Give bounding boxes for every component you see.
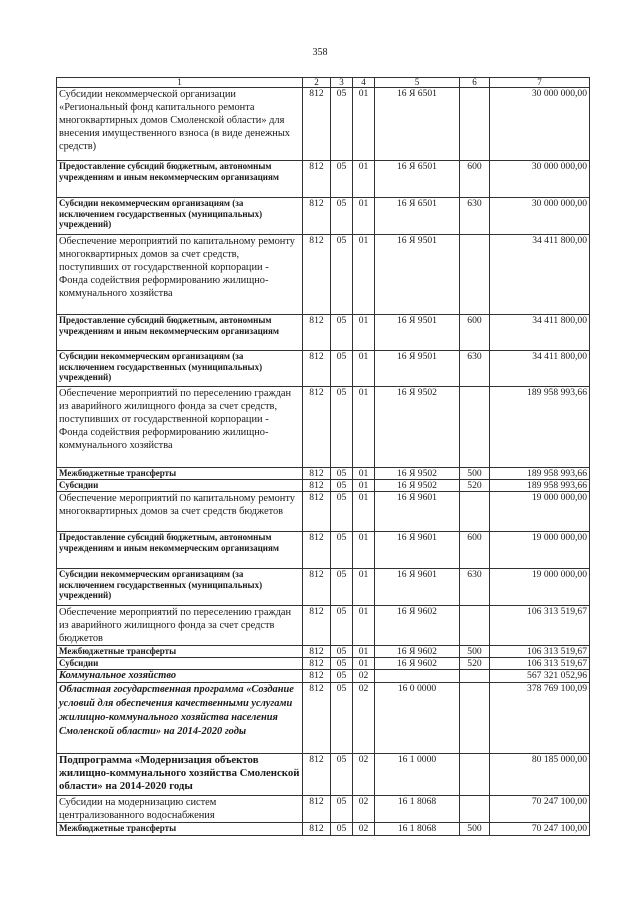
amount: 19 000 000,00 xyxy=(490,532,590,569)
target-article-code: 16 Я 9601 xyxy=(375,532,460,569)
amount: 19 000 000,00 xyxy=(490,569,590,606)
section-code: 05 xyxy=(331,235,353,315)
expense-type-code xyxy=(460,796,490,823)
table-row xyxy=(57,235,590,315)
subsection-code: 01 xyxy=(353,606,375,646)
amount: 34 411 800,00 xyxy=(490,351,590,387)
row-name: Субсидии xyxy=(57,658,303,670)
column-header: 5 xyxy=(375,78,460,88)
column-header: 1 xyxy=(57,78,303,88)
expense-type-code: 630 xyxy=(460,569,490,606)
expense-type-code: 520 xyxy=(460,480,490,492)
row-name: Межбюджетные трансферты xyxy=(57,468,303,480)
section-code: 05 xyxy=(331,480,353,492)
table-row xyxy=(57,569,590,606)
amount: 30 000 000,00 xyxy=(490,198,590,235)
amount: 30 000 000,00 xyxy=(490,161,590,198)
target-article-code: 16 Я 6501 xyxy=(375,198,460,235)
amount: 106 313 519,67 xyxy=(490,646,590,658)
table-row xyxy=(57,468,590,480)
expense-type-code: 630 xyxy=(460,351,490,387)
table-row xyxy=(57,351,590,387)
target-article-code: 16 0 0000 xyxy=(375,683,460,754)
subsection-code: 01 xyxy=(353,387,375,468)
target-article-code: 16 1 8068 xyxy=(375,796,460,823)
subsection-code: 01 xyxy=(353,569,375,606)
target-article-code: 16 Я 9602 xyxy=(375,606,460,646)
subsection-code: 01 xyxy=(353,351,375,387)
target-article-code: 16 Я 9502 xyxy=(375,468,460,480)
expense-type-code: 500 xyxy=(460,468,490,480)
expense-type-code xyxy=(460,606,490,646)
ministry-code: 812 xyxy=(303,796,331,823)
expense-type-code: 600 xyxy=(460,532,490,569)
target-article-code: 16 Я 9501 xyxy=(375,351,460,387)
amount: 106 313 519,67 xyxy=(490,658,590,670)
ministry-code: 812 xyxy=(303,198,331,235)
ministry-code: 812 xyxy=(303,658,331,670)
row-name: Обеспечение мероприятий по капитальному ремонту многоквартирных домов за счет средств бюджетов xyxy=(57,492,303,532)
subsection-code: 01 xyxy=(353,532,375,569)
expense-type-code xyxy=(460,683,490,754)
section-code: 05 xyxy=(331,315,353,351)
row-name: Субсидии некоммерческим организациям (за исключением государственных (муниципальных) учреждений) xyxy=(57,198,303,235)
row-name: Субсидии некоммерческим организациям (за исключением государственных (муниципальных) учреждений) xyxy=(57,569,303,606)
table-row xyxy=(57,670,590,683)
section-code: 05 xyxy=(331,492,353,532)
section-code: 05 xyxy=(331,88,353,161)
expense-type-code xyxy=(460,235,490,315)
row-name: Коммунальное хозяйство xyxy=(57,670,303,683)
amount: 19 000 000,00 xyxy=(490,492,590,532)
section-code: 05 xyxy=(331,683,353,754)
expense-type-code: 630 xyxy=(460,198,490,235)
section-code: 05 xyxy=(331,754,353,796)
column-header: 2 xyxy=(303,78,331,88)
ministry-code: 812 xyxy=(303,754,331,796)
table-row xyxy=(57,796,590,823)
expense-type-code xyxy=(460,492,490,532)
ministry-code: 812 xyxy=(303,823,331,836)
amount: 34 411 800,00 xyxy=(490,235,590,315)
expense-type-code xyxy=(460,670,490,683)
amount: 34 411 800,00 xyxy=(490,315,590,351)
row-name: Субсидии на модернизацию систем централизованного водоснабжения xyxy=(57,796,303,823)
ministry-code: 812 xyxy=(303,683,331,754)
ministry-code: 812 xyxy=(303,492,331,532)
target-article-code: 16 Я 9602 xyxy=(375,658,460,670)
section-code: 05 xyxy=(331,670,353,683)
row-name: Предоставление субсидий бюджетным, автономным учреждениям и иным некоммерческим организациям xyxy=(57,161,303,198)
section-code: 05 xyxy=(331,532,353,569)
table-row xyxy=(57,658,590,670)
row-name: Субсидии некоммерческой организации «Региональный фонд капитального ремонта многоквартирных домов Смоленской области» для внесения имущественного взноса (в виде денежных средств) xyxy=(57,88,303,161)
expense-type-code xyxy=(460,88,490,161)
expense-type-code: 600 xyxy=(460,315,490,351)
amount: 80 185 000,00 xyxy=(490,754,590,796)
amount: 189 958 993,66 xyxy=(490,387,590,468)
table-row xyxy=(57,315,590,351)
subsection-code: 02 xyxy=(353,823,375,836)
ministry-code: 812 xyxy=(303,480,331,492)
subsection-code: 01 xyxy=(353,315,375,351)
ministry-code: 812 xyxy=(303,670,331,683)
section-code: 05 xyxy=(331,658,353,670)
ministry-code: 812 xyxy=(303,161,331,198)
amount: 106 313 519,67 xyxy=(490,606,590,646)
subsection-code: 01 xyxy=(353,88,375,161)
column-header: 6 xyxy=(460,78,490,88)
subsection-code: 01 xyxy=(353,480,375,492)
expense-type-code: 500 xyxy=(460,646,490,658)
target-article-code: 16 1 0000 xyxy=(375,754,460,796)
subsection-code: 02 xyxy=(353,796,375,823)
ministry-code: 812 xyxy=(303,351,331,387)
row-name: Обеспечение мероприятий по переселению граждан из аварийного жилищного фонда за счет средств, поступивших от государственной корпорации - Фонда содействия реформированию жилищно-коммунального хозяйства xyxy=(57,387,303,468)
target-article-code: 16 Я 9601 xyxy=(375,569,460,606)
target-article-code: 16 1 8068 xyxy=(375,823,460,836)
subsection-code: 01 xyxy=(353,468,375,480)
target-article-code: 16 Я 6501 xyxy=(375,161,460,198)
ministry-code: 812 xyxy=(303,606,331,646)
section-code: 05 xyxy=(331,468,353,480)
row-name: Обеспечение мероприятий по капитальному ремонту многоквартирных домов за счет средств, поступивших от государственной корпорации - Фонда содействия реформированию жилищно-коммунального хозяйства xyxy=(57,235,303,315)
section-code: 05 xyxy=(331,646,353,658)
amount: 70 247 100,00 xyxy=(490,823,590,836)
column-header: 7 xyxy=(490,78,590,88)
ministry-code: 812 xyxy=(303,468,331,480)
amount: 30 000 000,00 xyxy=(490,88,590,161)
row-name: Субсидии некоммерческим организациям (за исключением государственных (муниципальных) учреждений) xyxy=(57,351,303,387)
budget-table xyxy=(56,77,590,836)
subsection-code: 01 xyxy=(353,492,375,532)
column-header: 4 xyxy=(353,78,375,88)
ministry-code: 812 xyxy=(303,646,331,658)
table-row xyxy=(57,198,590,235)
row-name: Подпрограмма «Модернизация объектов жилищно-коммунального хозяйства Смоленской области» на 2014-2020 годы xyxy=(57,754,303,796)
section-code: 05 xyxy=(331,569,353,606)
table-row xyxy=(57,480,590,492)
ministry-code: 812 xyxy=(303,387,331,468)
row-name: Межбюджетные трансферты xyxy=(57,646,303,658)
subsection-code: 01 xyxy=(353,198,375,235)
section-code: 05 xyxy=(331,796,353,823)
target-article-code: 16 Я 9502 xyxy=(375,387,460,468)
row-name: Предоставление субсидий бюджетным, автономным учреждениям и иным некоммерческим организациям xyxy=(57,532,303,569)
ministry-code: 812 xyxy=(303,88,331,161)
table-row xyxy=(57,88,590,161)
table-row xyxy=(57,823,590,836)
table-row xyxy=(57,754,590,796)
amount: 70 247 100,00 xyxy=(490,796,590,823)
table-row xyxy=(57,646,590,658)
target-article-code: 16 Я 9501 xyxy=(375,315,460,351)
target-article-code: 16 Я 9601 xyxy=(375,492,460,532)
section-code: 05 xyxy=(331,387,353,468)
expense-type-code: 600 xyxy=(460,161,490,198)
table-row xyxy=(57,492,590,532)
ministry-code: 812 xyxy=(303,569,331,606)
target-article-code: 16 Я 9501 xyxy=(375,235,460,315)
table-row xyxy=(57,161,590,198)
subsection-code: 02 xyxy=(353,683,375,754)
subsection-code: 01 xyxy=(353,235,375,315)
section-code: 05 xyxy=(331,823,353,836)
ministry-code: 812 xyxy=(303,315,331,351)
target-article-code: 16 Я 9602 xyxy=(375,646,460,658)
table-row xyxy=(57,683,590,754)
expense-type-code xyxy=(460,754,490,796)
ministry-code: 812 xyxy=(303,235,331,315)
ministry-code: 812 xyxy=(303,532,331,569)
row-name: Областная государственная программа «Создание условий для обеспечения качественными услугами жилищно-коммунального хозяйства населения Смоленской области» на 2014-2020 годы xyxy=(57,683,303,754)
row-name: Субсидии xyxy=(57,480,303,492)
row-name: Обеспечение мероприятий по переселению граждан из аварийного жилищного фонда за счет средств бюджетов xyxy=(57,606,303,646)
table-row xyxy=(57,532,590,569)
table-row xyxy=(57,387,590,468)
subsection-code: 01 xyxy=(353,646,375,658)
expense-type-code: 520 xyxy=(460,658,490,670)
row-name: Предоставление субсидий бюджетным, автономным учреждениям и иным некоммерческим организациям xyxy=(57,315,303,351)
section-code: 05 xyxy=(331,606,353,646)
section-code: 05 xyxy=(331,161,353,198)
page-number: 358 xyxy=(312,47,328,58)
subsection-code: 01 xyxy=(353,658,375,670)
target-article-code xyxy=(375,670,460,683)
table-row xyxy=(57,606,590,646)
amount: 567 321 052,96 xyxy=(490,670,590,683)
expense-type-code: 500 xyxy=(460,823,490,836)
section-code: 05 xyxy=(331,351,353,387)
column-header: 3 xyxy=(331,78,353,88)
subsection-code: 02 xyxy=(353,754,375,796)
target-article-code: 16 Я 9502 xyxy=(375,480,460,492)
amount: 189 958 993,66 xyxy=(490,468,590,480)
amount: 189 958 993,66 xyxy=(490,480,590,492)
row-name: Межбюджетные трансферты xyxy=(57,823,303,836)
section-code: 05 xyxy=(331,198,353,235)
subsection-code: 02 xyxy=(353,670,375,683)
amount: 378 769 100,09 xyxy=(490,683,590,754)
expense-type-code xyxy=(460,387,490,468)
header-row xyxy=(57,78,590,88)
subsection-code: 01 xyxy=(353,161,375,198)
target-article-code: 16 Я 6501 xyxy=(375,88,460,161)
